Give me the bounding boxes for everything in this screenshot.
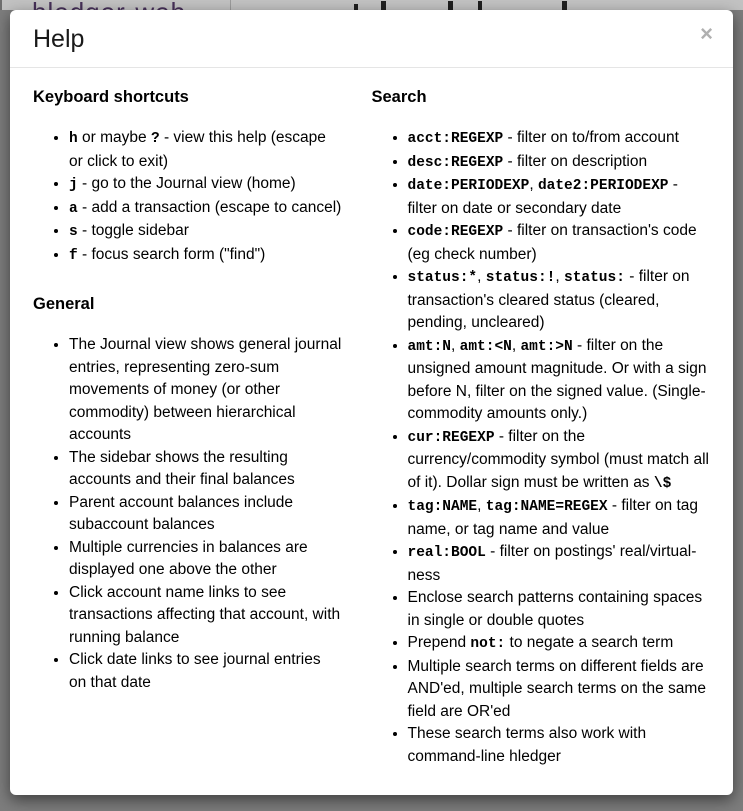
help-list-item: • f - focus search form ("find") xyxy=(69,244,342,268)
help-list-item: • These search terms also work with command-line hledger xyxy=(408,723,711,768)
general-list xyxy=(33,334,342,694)
inline-code: f xyxy=(69,247,78,264)
section-keyboard-shortcuts xyxy=(33,87,342,267)
background-sidebar-edge xyxy=(0,0,2,10)
help-list-item: • The Journal view shows general journal entries, representing zero-sum movements of money (or other commodity) between hierarchical accounts xyxy=(69,334,342,447)
inline-code: amt:N xyxy=(407,338,452,355)
help-list-item: • Parent account balances include subaccount balances xyxy=(69,492,342,537)
modal-header xyxy=(10,10,733,68)
inline-code: acct:REGEXP xyxy=(407,131,504,147)
keyboard-shortcuts-list xyxy=(33,127,342,267)
section-heading-keyboard-shortcuts: Keyboard shortcuts xyxy=(33,88,189,106)
close-icon[interactable]: × xyxy=(696,23,717,45)
section-heading-search: Search xyxy=(371,88,427,106)
inline-code: tag:NAME xyxy=(407,499,478,515)
help-list-item: • tag:NAME, tag:NAME=REGEX - filter on tag name, or tag name and value xyxy=(408,495,711,541)
section-heading-general: General xyxy=(33,295,95,313)
inline-code: amt:>N xyxy=(520,338,573,355)
help-list-item: • date:PERIODEXP, date2:PERIODEXP - filter on date or secondary date xyxy=(408,174,711,220)
help-list-item: • cur:REGEXP - filter on the currency/commodity symbol (must match all of it). Dollar sign must be written as \$ xyxy=(408,426,711,496)
help-list-item: • h or maybe ? - view this help (escape or click to exit) xyxy=(69,127,342,173)
help-list-item: • Enclose search patterns containing spaces in single or double quotes xyxy=(408,587,711,632)
inline-code: status:* xyxy=(407,270,478,286)
help-list-item: • acct:REGEXP - filter on to/from account xyxy=(408,127,711,151)
help-list-item: • Multiple currencies in balances are displayed one above the other xyxy=(69,537,342,582)
search-list xyxy=(372,127,711,768)
inline-code: date:PERIODEXP xyxy=(407,178,530,194)
inline-code: not: xyxy=(470,636,506,652)
background-divider xyxy=(230,0,231,10)
help-list-item: • The sidebar shows the resulting accounts and their final balances xyxy=(69,447,342,492)
help-list-item: • real:BOOL - filter on postings' real/virtual-ness xyxy=(408,541,711,587)
inline-code: s xyxy=(69,224,78,240)
inline-code: status:! xyxy=(485,270,556,286)
help-list-item: • Multiple search terms on different fields are AND'ed, multiple search terms on the same field are OR'ed xyxy=(408,656,711,724)
help-list-item: • amt:N, amt:<N, amt:>N - filter on the unsigned amount magnitude. Or with a sign before N, filter on the signed value. (Single-commodity amounts only.) xyxy=(408,335,711,426)
inline-code: ? xyxy=(150,131,160,147)
inline-code: a xyxy=(69,200,78,217)
background-text-fragment xyxy=(448,1,453,10)
background-text-fragment xyxy=(478,1,482,10)
background-text-fragment xyxy=(381,1,386,10)
inline-code: cur:REGEXP xyxy=(407,429,495,446)
inline-code: code:REGEXP xyxy=(407,224,504,240)
left-column xyxy=(25,87,372,768)
inline-code: j xyxy=(69,177,78,193)
help-list-item: • Prepend not: to negate a search term xyxy=(408,632,711,656)
section-search xyxy=(372,87,711,768)
help-list-item: • code:REGEXP - filter on transaction's code (eg check number) xyxy=(408,220,711,266)
inline-code: desc:REGEXP xyxy=(407,154,504,171)
help-list-item: • s - toggle sidebar xyxy=(69,220,342,244)
help-list-item: • j - go to the Journal view (home) xyxy=(69,173,342,197)
inline-code: status: xyxy=(564,270,625,286)
help-list-item: • Click account name links to see transactions affecting that account, with running balance xyxy=(69,582,342,650)
help-list-item: • Click date links to see journal entries on that date xyxy=(69,649,342,694)
background-text-fragment xyxy=(562,1,567,10)
inline-code: \$ xyxy=(653,475,672,492)
help-list-item: • a - add a transaction (escape to cancel) xyxy=(69,197,342,221)
right-column xyxy=(372,87,719,768)
inline-code: amt:<N xyxy=(459,338,512,355)
section-general xyxy=(33,294,342,694)
help-list-item: • status:*, status:!, status: - filter on transaction's cleared status (cleared, pending, uncleared) xyxy=(408,266,711,335)
help-list-item: • desc:REGEXP - filter on description xyxy=(408,151,711,175)
inline-code: date2:PERIODEXP xyxy=(537,178,669,194)
inline-code: h xyxy=(69,131,78,147)
help-modal xyxy=(10,10,733,795)
inline-code: tag:NAME=REGEX xyxy=(485,499,608,515)
background-page-top xyxy=(0,0,743,10)
modal-body xyxy=(10,68,733,788)
modal-title: Help xyxy=(33,25,85,53)
inline-code: real:BOOL xyxy=(407,545,486,561)
